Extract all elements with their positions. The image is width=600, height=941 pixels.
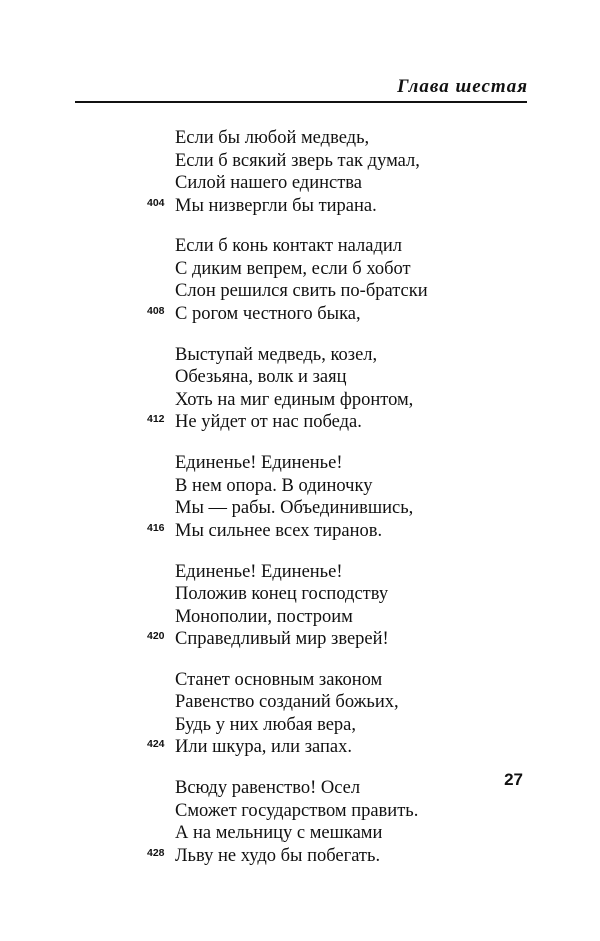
verse-line <box>0 561 600 584</box>
verse-text: Станет основным законом <box>175 669 383 690</box>
verse-text: Если бы любой медведь, <box>175 128 370 148</box>
verse-text: Льву не худо бы побегать. <box>175 845 381 866</box>
verse-text: Обезьяна, волк и заяц <box>175 367 347 388</box>
verse-line <box>0 452 600 475</box>
stanza-4 <box>0 452 600 542</box>
verse-line <box>0 520 600 543</box>
verse-line <box>0 235 600 258</box>
verse-text: Мы низвергли бы тирана. <box>175 195 377 216</box>
line-number: 404 <box>147 196 165 209</box>
verse-text: Единенье! Единенье! <box>175 561 343 582</box>
line-number: 408 <box>147 304 165 317</box>
header-rule <box>75 101 527 103</box>
verse-text: Положив конец господству <box>175 584 389 605</box>
verse-text: Если б конь контакт наладил <box>175 236 403 257</box>
verse-text: Будь у них любая вера, <box>175 714 357 735</box>
running-head: Глава шестая <box>397 76 528 97</box>
verse-text: С рогом честного быка, <box>175 303 361 324</box>
line-number: 416 <box>147 521 165 534</box>
verse-line <box>0 669 600 692</box>
verse-line <box>0 583 600 606</box>
verse-line <box>0 411 600 434</box>
verse-text: Силой нашего единства <box>175 173 362 193</box>
verse-line <box>0 150 600 173</box>
verse-text: Хоть на миг единым фронтом, <box>175 389 414 410</box>
line-number: 428 <box>147 846 165 859</box>
verse-line <box>0 736 600 759</box>
verse-text: Если б всякий зверь так думал, <box>175 150 420 171</box>
line-number: 424 <box>147 738 165 751</box>
verse-line <box>0 628 600 651</box>
verse-text: Слон решился свить по-братски <box>175 281 428 302</box>
verse-line <box>0 258 600 281</box>
verse-line <box>0 344 600 367</box>
verse-text: Мы — рабы. Объединившись, <box>175 498 414 519</box>
verse-text: А на мельницу с мешками <box>175 823 383 844</box>
verse-text: Единенье! Единенье! <box>175 453 343 474</box>
stanza-5 <box>0 561 600 651</box>
stanza-7 <box>0 777 600 867</box>
verse-text: Выступай медведь, козел, <box>175 344 378 365</box>
verse-line <box>0 366 600 389</box>
verse-line <box>0 127 600 150</box>
verse-line <box>0 822 600 845</box>
verse-text: В нем опора. В одиночку <box>175 475 373 496</box>
line-number: 420 <box>147 630 165 643</box>
verse-text: Справедливый мир зверей! <box>175 629 389 650</box>
verse-line <box>0 195 600 218</box>
verse-line <box>0 845 600 868</box>
verse-line <box>0 691 600 714</box>
verse-line <box>0 172 600 195</box>
verse-line <box>0 714 600 737</box>
verse-line <box>0 280 600 303</box>
verse-line <box>0 497 600 520</box>
line-number: 412 <box>147 413 165 426</box>
verse-text: С диким вепрем, если б хобот <box>175 258 411 279</box>
verse-line <box>0 800 600 823</box>
verse-text: Сможет государством править. <box>175 800 419 821</box>
verse-text: Мы сильнее всех тиранов. <box>175 520 383 541</box>
verse-text: Не уйдет от нас победа. <box>175 412 362 433</box>
verse-text: Или шкура, или запах. <box>175 737 352 758</box>
verse-line <box>0 389 600 412</box>
verse-text: Равенство созданий божьих, <box>175 692 399 713</box>
verse-line <box>0 475 600 498</box>
verse-text: Монополии, построим <box>175 606 353 627</box>
verse-line <box>0 303 600 326</box>
stanza-3 <box>0 344 600 434</box>
stanza-2 <box>0 235 600 325</box>
verse-text: Всюду равенство! Осел <box>175 778 361 799</box>
verse-line <box>0 606 600 629</box>
page-number: 27 <box>504 770 523 789</box>
stanza-6 <box>0 669 600 759</box>
stanza-1 <box>0 127 600 217</box>
